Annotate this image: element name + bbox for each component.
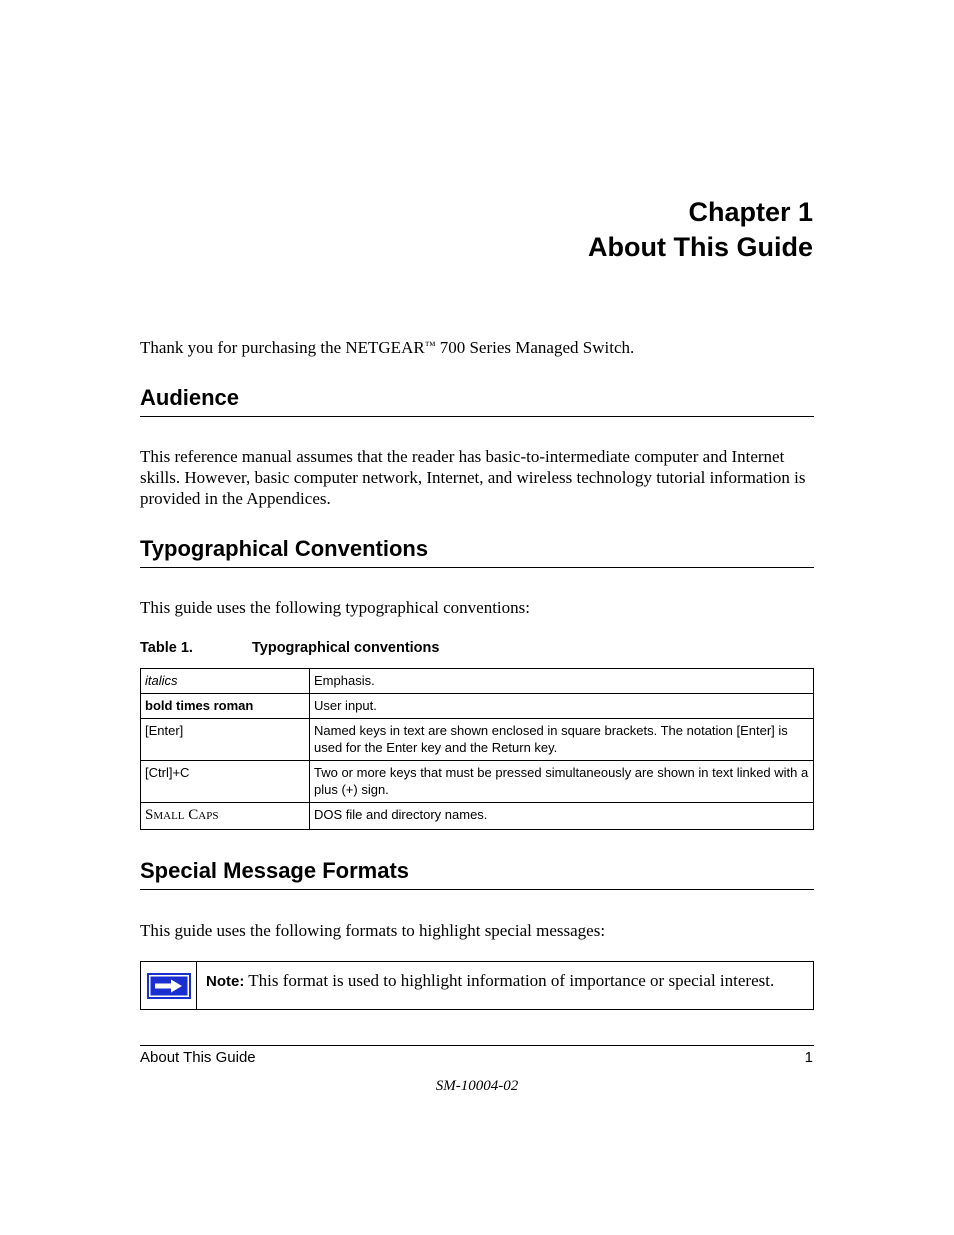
typographical-conventions-heading: Typographical Conventions (140, 535, 814, 568)
convention-cell: italics (141, 669, 310, 694)
footer-rule (140, 1045, 814, 1046)
footer-page-number: 1 (804, 1049, 813, 1066)
note-box (140, 961, 814, 1010)
table-row (141, 803, 814, 830)
convention-cell: [Enter] (141, 719, 310, 761)
chapter-name: About This Guide (588, 232, 813, 262)
intro-paragraph (140, 336, 814, 358)
audience-paragraph: This reference manual assumes that the reader has basic-to-intermediate computer and Internet skills. However, basic computer network, Internet, and wireless technology tutorial information is provided in the Appendices. (140, 447, 806, 508)
table-title: Typographical conventions (252, 640, 440, 656)
table-row (141, 669, 814, 694)
audience-heading: Audience (140, 384, 814, 417)
conventions-table (140, 668, 814, 830)
document-id: SM-10004-02 (435, 1078, 519, 1094)
description-cell: DOS file and directory names. (310, 803, 814, 830)
table-row (141, 694, 814, 719)
description-cell: Two or more keys that must be pressed simultaneously are shown in text linked with a plus (+) sign. (310, 761, 814, 803)
typographical-intro-paragraph: This guide uses the following typographical conventions: (140, 598, 530, 617)
trademark-symbol: ™ (424, 340, 436, 352)
intro-text-end: 700 Series Managed Switch. (435, 338, 635, 357)
special-intro-paragraph: This guide uses the following formats to highlight special messages: (140, 921, 606, 940)
description-cell: Emphasis. (310, 669, 814, 694)
convention-cell: Small Caps (141, 803, 310, 830)
table-number: Table 1. (140, 640, 193, 656)
chapter-number: Chapter 1 (688, 197, 813, 227)
note-body: This format is used to highlight information of importance or special interest. (244, 971, 775, 990)
note-icon-cell (141, 962, 197, 1009)
table-row (141, 761, 814, 803)
convention-cell: bold times roman (141, 694, 310, 719)
convention-cell: [Ctrl]+C (141, 761, 310, 803)
note-label: Note: (206, 973, 245, 990)
table-caption (140, 639, 439, 657)
description-cell: User input. (310, 694, 814, 719)
note-text (197, 962, 783, 1009)
chapter-title (588, 195, 813, 265)
right-arrow-icon (147, 973, 191, 999)
special-message-formats-heading: Special Message Formats (140, 857, 814, 890)
description-cell: Named keys in text are shown enclosed in square brackets. The notation [Enter] is used for the Enter key and the Return key. (310, 719, 814, 761)
table-row (141, 719, 814, 761)
intro-text: Thank you for purchasing the NETGEAR (140, 338, 425, 357)
footer-section-title: About This Guide (140, 1049, 256, 1066)
